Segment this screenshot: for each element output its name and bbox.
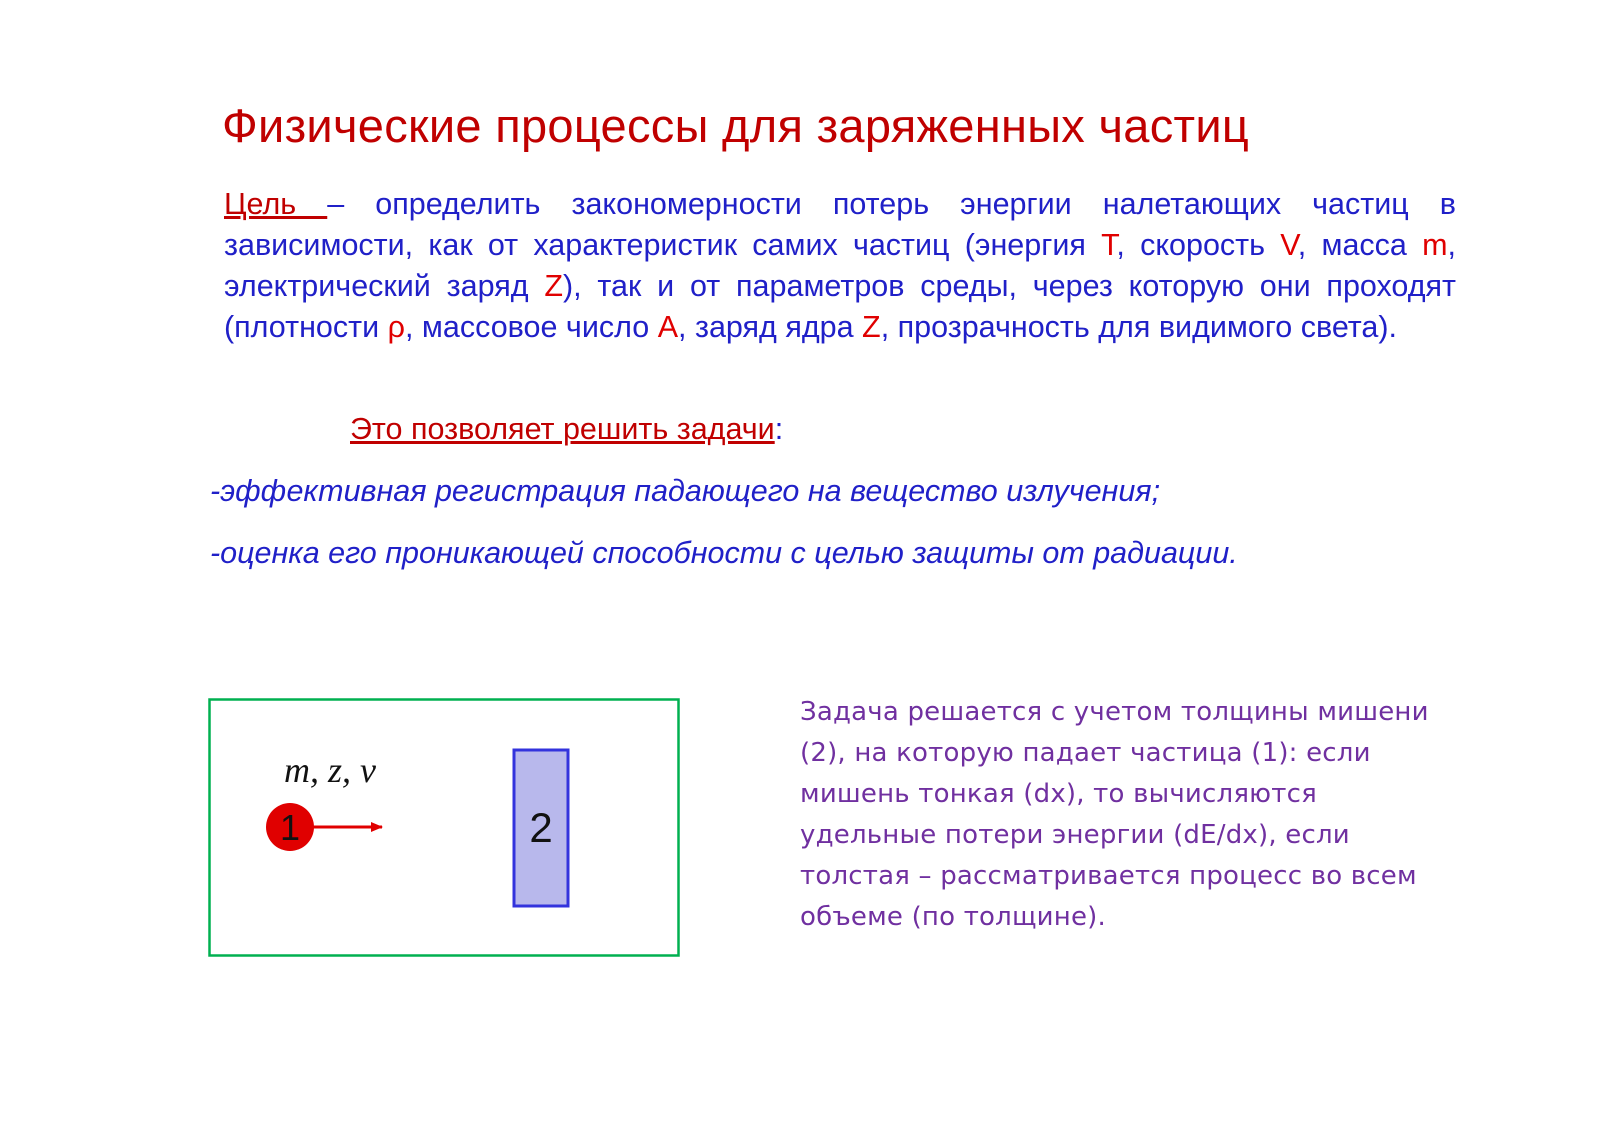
goal-text-6: , массовое число	[404, 310, 658, 344]
symbol-Z-nucleus: Z	[862, 310, 881, 344]
task-item-registration: -эффективная регистрация падающего на вещество излучения;	[210, 474, 1161, 508]
goal-text-1: – определить закономерности потерь энергии налетающих частиц в зависимости, как от характеристик самих частиц (энергия	[224, 187, 1456, 262]
symbol-m: m	[1422, 228, 1448, 262]
particle-params-label: m, z, v	[284, 750, 376, 790]
tasks-heading-text: Это позволяет решить задачи	[350, 412, 775, 446]
particle-number: 1	[279, 807, 301, 848]
slide-title: Физические процессы для заряженных частиц	[222, 99, 1250, 152]
explanation-note: Задача решается с учетом толщины мишени (2), на которую падает частица (1): если мишень тонкая (dx), то вычисляются удельные потери энергии (dE/dx), если толстая – рассматривается процесс во всем объеме (по толщине).	[800, 697, 1429, 932]
goal-text-7: , заряд ядра	[678, 310, 863, 344]
goal-text-4: , электрический заряд	[224, 228, 1457, 303]
task-item-penetration: -оценка его проникающей способности с целью защиты от радиации.	[210, 536, 1238, 570]
goal-label: Цель	[224, 187, 328, 221]
diagram-svg	[208, 698, 680, 958]
goal-text-5: ), так и от параметров среды, через которую они проходят (плотности	[224, 269, 1457, 344]
goal-text-3: , масса	[1297, 228, 1423, 262]
goal-paragraph	[224, 184, 1456, 348]
goal-text-8: , прозрачность для видимого света).	[880, 310, 1398, 344]
tasks-heading	[350, 412, 783, 447]
goal-text-2: , скорость	[1116, 228, 1281, 262]
symbol-rho: ρ	[387, 310, 405, 344]
symbol-A: A	[657, 310, 679, 344]
tasks-heading-colon: :	[774, 412, 784, 446]
target-number: 2	[529, 804, 553, 851]
symbol-Z: Z	[544, 269, 563, 303]
symbol-V: V	[1280, 228, 1298, 262]
particle-target-diagram	[208, 698, 680, 958]
symbol-T: T	[1101, 228, 1117, 262]
